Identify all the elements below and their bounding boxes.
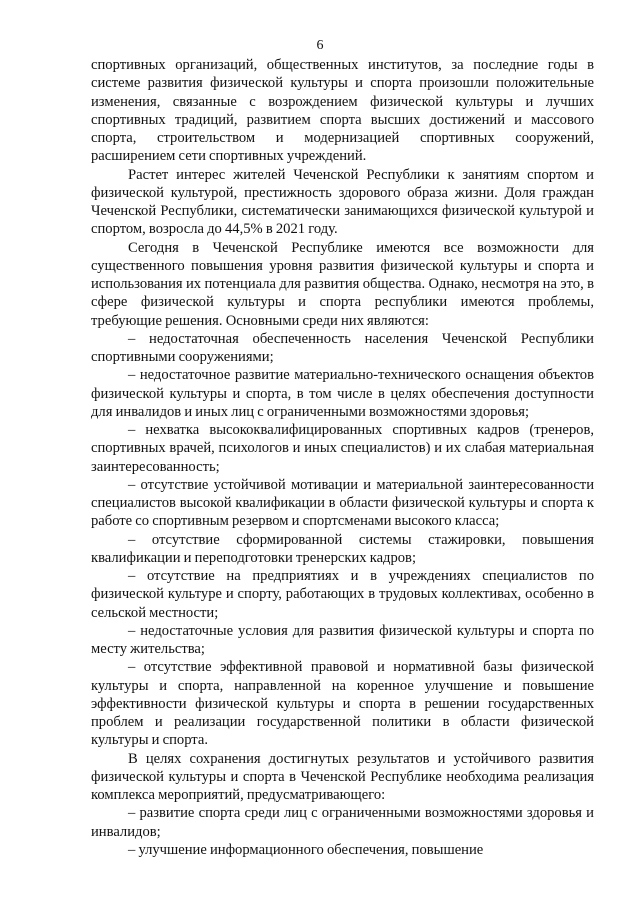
list-item: – отсутствие устойчивой мотивации и материальной заинтересованности специалистов высокой квалификации в области физической культуры и спорта к работе со спортивным резервом и спортсменами высокого класса; <box>91 476 594 530</box>
list-item: – отсутствие эффективной правовой и нормативной базы физической культуры и спорта, направленной на коренное улучшение и повышение эффективности физической культуры и спорта в решении государственных проблем и реализации государственной политики в области физической культуры и спорта. <box>91 659 594 749</box>
body-text <box>91 56 594 859</box>
list-item: – отсутствие сформированной системы стажировки, повышения квалификации и переподготовки тренерских кадров; <box>91 531 594 566</box>
list-item: – недостаточная обеспеченность населения Чеченской Республики спортивными сооружениями; <box>91 330 594 365</box>
paragraph: спортивных организаций, общественных институтов, за последние годы в системе развития физической культуры и спорта произошли положительные изменения, связанные с возрождением физической культуры и лучших спортивных традиций, развитием спорта высших достижений и массового спорта, строительством и модернизацией спортивных сооружений, расширением сети спортивных учреждений. <box>91 57 594 165</box>
list-item: – улучшение информационного обеспечения, повышение <box>128 841 484 858</box>
paragraph: Сегодня в Чеченской Республике имеются все возможности для существенного повышения уровня развития физической культуры и спорта и использования их потенциала для развития общества. Однако, несмотря на это, в сфере физической культуры и спорта республики имеются проблемы, требующие решения. Основными среди них являются: <box>91 239 594 329</box>
paragraph: Растет интерес жителей Чеченской Республики к занятиям спортом и физической культурой, престижность здорового образа жизни. Доля граждан Чеченской Республики, систематически занимающихся физической культурой и спортом, возросла до 44,5% в 2021 году. <box>91 166 594 238</box>
page-number: 6 <box>316 38 324 53</box>
list-item: – недостаточное развитие материально-технического оснащения объектов физической культуры и спорта, в том числе в целях обеспечения доступности для инвалидов и иных лиц с ограниченными возможностями здоровья; <box>91 367 594 420</box>
list-item: – недостаточные условия для развития физической культуры и спорта по месту жительства; <box>91 622 594 657</box>
list-item: – отсутствие на предприятиях и в учреждениях специалистов по физической культуре и спорту, работающих в трудовых коллективах, особенно в сельской местности; <box>91 568 594 621</box>
paragraph: В целях сохранения достигнутых результатов и устойчивого развития физической культуры и спорта в Чеченской Республике необходима реализация комплекса мероприятий, предусматривающего: <box>91 750 594 803</box>
list-item: – нехватка высококвалифицированных спортивных кадров (тренеров, спортивных врачей, психологов и иных специалистов) и их слабая материальная заинтересованность; <box>91 422 594 475</box>
list-item: – развитие спорта среди лиц с ограниченными возможностями здоровья и инвалидов; <box>91 805 594 840</box>
